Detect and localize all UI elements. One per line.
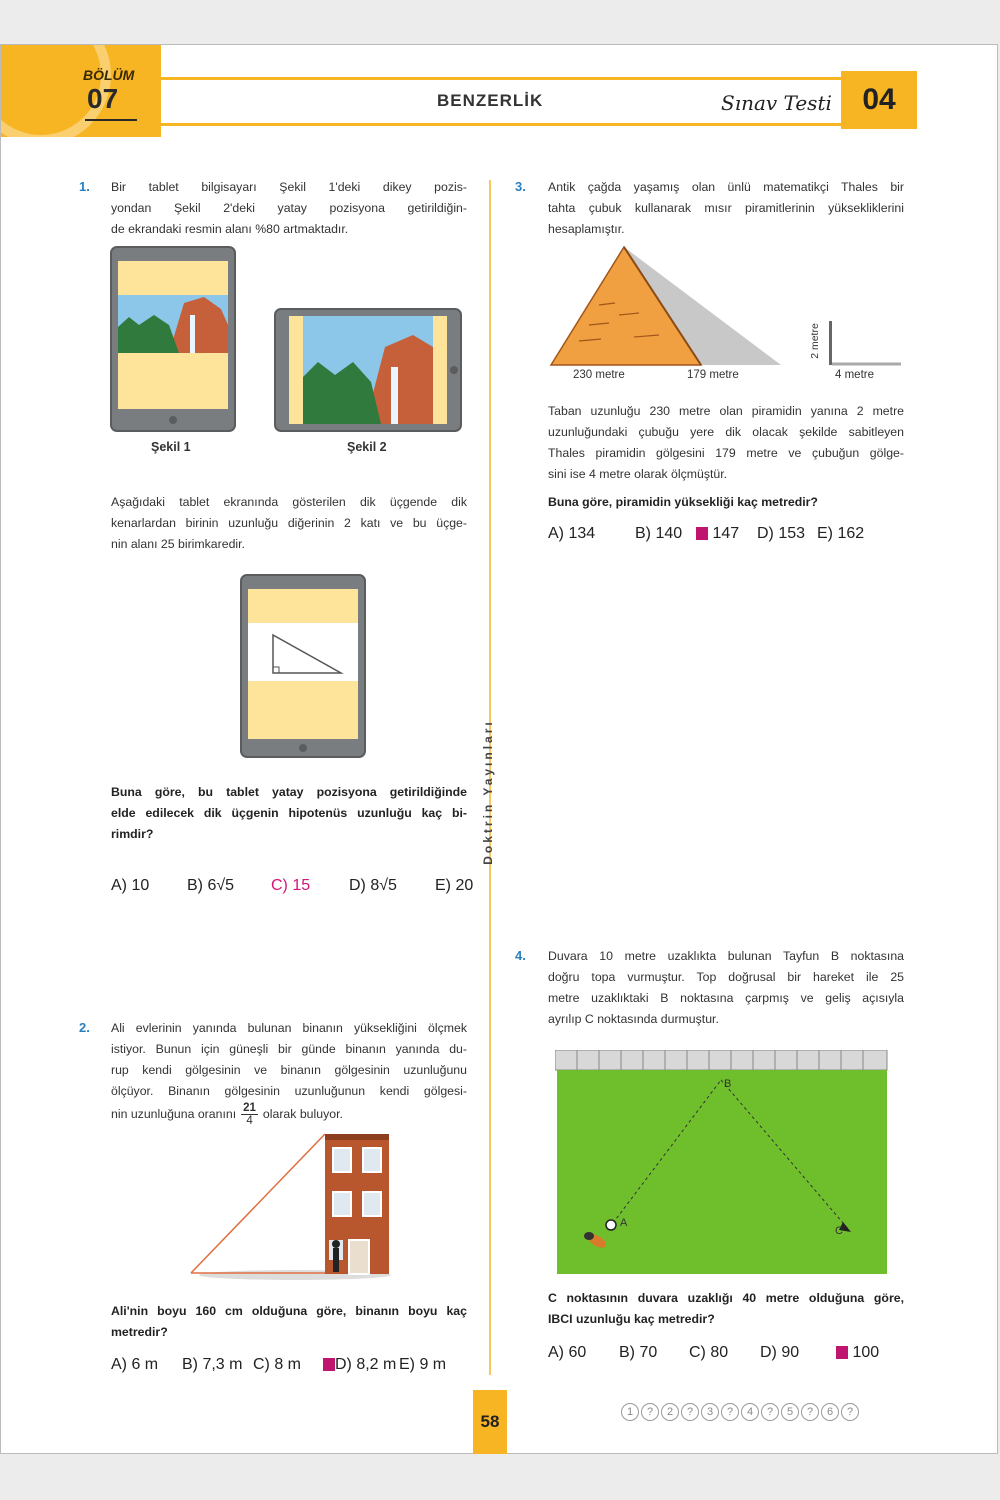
q3-option-d[interactable]: D) 153 xyxy=(757,525,806,542)
q1-option-c[interactable]: C) 15 xyxy=(271,877,311,894)
q3-question: Buna göre, piramidin yüksekliği kaç metredir? xyxy=(548,495,818,509)
publisher-name: Doktrin Yayınları xyxy=(481,719,495,865)
progress-circle: ? xyxy=(761,1403,779,1421)
progress-circle: 2 xyxy=(661,1403,679,1421)
q1-option-e[interactable]: E) 20 xyxy=(435,877,474,894)
q1-option-b[interactable]: B) 6√5 xyxy=(187,877,235,894)
q4-option-d[interactable]: D) 90 xyxy=(760,1344,800,1361)
q2-option-b[interactable]: B) 7,3 m xyxy=(182,1356,243,1373)
q2-option-c[interactable]: C) 8 m xyxy=(253,1356,301,1373)
q3-option-e[interactable]: E) 162 xyxy=(817,525,865,542)
tablet-horizontal-figure xyxy=(273,307,463,433)
chapter-number: 07 xyxy=(87,83,119,114)
q1-number: 1. xyxy=(79,179,90,194)
q2-text: Ali evlerinin yanında bulunan binanın yüksekliğini ölçmek istiyor. Bunun için güneşli bir günde binanın yanında du- rup kendi gölgesinin ve binanın gölgesinin uzunluğunu ölçüyor. Binanın gölgesinin uzunluğunun kendi gölgesi- nin uzunluğuna oranını 21 4 olarak buluyor. xyxy=(111,1021,467,1127)
chapter-badge xyxy=(1,45,161,137)
ratio-fraction: 21 4 xyxy=(243,1102,256,1127)
building-shadow-figure xyxy=(185,1130,397,1282)
point-a-label: A xyxy=(620,1217,628,1229)
q1-text2: Aşağıdaki tablet ekranında gösterilen dik üçgende dik kenarlardan birinin uzunluğu diğerinin 2 katı ve bu üçge- nin alanı 25 birimkaredir. xyxy=(111,495,467,551)
q4-number: 4. xyxy=(515,948,526,963)
chapter-label: BÖLÜM xyxy=(83,67,135,83)
progress-circle: ? xyxy=(841,1403,859,1421)
q3-option-a[interactable]: A) 134 xyxy=(548,525,596,542)
tablet-triangle-figure xyxy=(239,573,367,759)
q2-option-e[interactable]: E) 9 m xyxy=(399,1356,447,1373)
progress-circle: ? xyxy=(641,1403,659,1421)
q4-text: Duvara 10 metre uzaklıkta bulunan Tayfun B noktasına doğru topa vurmuştur. Top doğrusal bir hareket ile 25 metre uzaklıktaki B noktasına çarpmış ve geliş açısıyla ayrılıp C noktasında durmuştur. xyxy=(548,949,904,1026)
pyramid-base-label: 230 metre xyxy=(573,369,625,381)
q4-question: C noktasının duvara uzaklığı 40 metre olduğuna göre, IBCI uzunluğu kaç metredir? xyxy=(548,1291,904,1326)
progress-circle: 1 xyxy=(621,1403,639,1421)
q1-text: Bir tablet bilgisayarı Şekil 1'deki dikey pozis- yondan Şekil 2'deki yatay pozisyona getirildiğin- de ekrandaki resmin alanı %80 artmaktadır. xyxy=(111,180,467,236)
stick-height-label: 2 metre xyxy=(808,323,821,359)
progress-circle: 5 xyxy=(781,1403,799,1421)
stick-shadow-label: 4 metre xyxy=(835,369,874,381)
point-b-label: B xyxy=(724,1078,732,1090)
q2-option-d[interactable]: D) 8,2 m xyxy=(323,1356,396,1374)
q4-option-b[interactable]: B) 70 xyxy=(619,1344,658,1361)
progress-circles xyxy=(621,1403,859,1421)
q4-option-e[interactable]: 100 xyxy=(836,1344,879,1362)
progress-circle: ? xyxy=(801,1403,819,1421)
worksheet-page xyxy=(0,44,998,1454)
q3-option-b[interactable]: B) 140 xyxy=(635,525,683,542)
progress-circle: 3 xyxy=(701,1403,719,1421)
progress-circle: 6 xyxy=(821,1403,839,1421)
q3-option-c[interactable]: 147 xyxy=(696,525,739,543)
q3-text: Antik çağda yaşamış olan ünlü matematikçi Thales bir tahta çubuk kullanarak mısır piramitlerinin yüksekliklerini hesaplamıştır. xyxy=(548,180,904,236)
page-number: 58 xyxy=(473,1390,507,1454)
q1-option-a[interactable]: A) 10 xyxy=(111,877,150,894)
test-number: 04 xyxy=(841,71,917,129)
topic-title: BENZERLİK xyxy=(437,91,544,110)
point-c-label: C xyxy=(835,1225,843,1237)
progress-circle: ? xyxy=(681,1403,699,1421)
football-field-figure xyxy=(555,1050,889,1276)
q4-option-c[interactable]: C) 80 xyxy=(689,1344,729,1361)
q3-text2: Taban uzunluğu 230 metre olan piramidin yanına 2 metre uzunluğundaki çubuğu yere dik olacak şekilde sabitleyen Thales piramidin gölgesini 179 metre ve çubuğun gölge- sini ise 4 metre olarak ölçmüştür. xyxy=(548,404,904,481)
q1-question: Buna göre, bu tablet yatay pozisyona getirildiğinde elde edilecek dik üçgenin hipotenüs uzunluğu kaç bi- rimdir? xyxy=(111,785,467,841)
pyramid-shadow-label: 179 metre xyxy=(687,369,739,381)
progress-circle: ? xyxy=(721,1403,739,1421)
fig1-caption: Şekil 1 xyxy=(151,440,191,454)
q3-number: 3. xyxy=(515,179,526,194)
q2-option-a[interactable]: A) 6 m xyxy=(111,1356,159,1373)
q4-option-a[interactable]: A) 60 xyxy=(548,1344,587,1361)
progress-circle: 4 xyxy=(741,1403,759,1421)
tablet-vertical-figure xyxy=(109,245,237,433)
fig2-caption: Şekil 2 xyxy=(347,440,387,454)
pyramid-figure xyxy=(549,245,909,369)
test-label: Sınav Testi xyxy=(721,91,832,115)
q2-number: 2. xyxy=(79,1020,90,1035)
q1-option-d[interactable]: D) 8√5 xyxy=(349,877,397,894)
q2-question: Ali'nin boyu 160 cm olduğuna göre, binanın boyu kaç metredir? xyxy=(111,1304,467,1339)
